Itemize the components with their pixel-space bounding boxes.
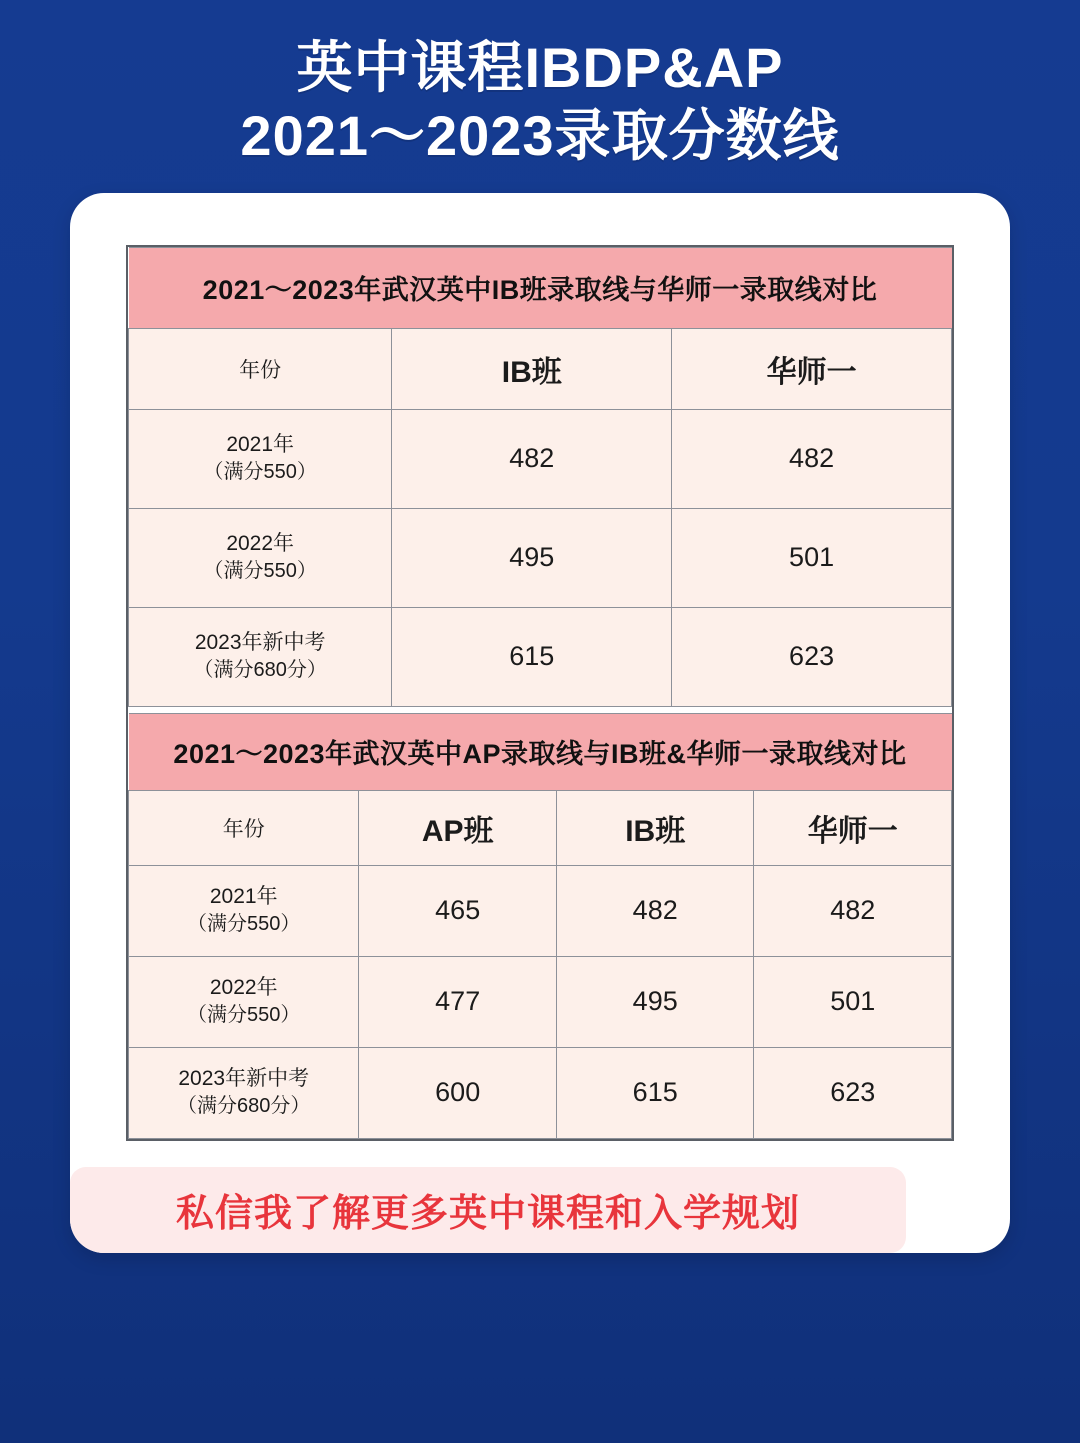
- table2-row2-year-main: 2023年新中考: [178, 1066, 310, 1090]
- table1-row0-year: [129, 409, 392, 508]
- table2-row1-year: [129, 956, 359, 1047]
- header-line-1: 英中课程IBDP&AP: [296, 36, 784, 99]
- table-title-row: [129, 713, 952, 790]
- table-header-row: [129, 328, 952, 409]
- table1-row1-ib: 495: [392, 508, 672, 607]
- table2-row1-year-main: 2022年: [209, 975, 278, 999]
- table-row: [129, 1047, 952, 1138]
- ib-comparison-table: [128, 247, 952, 707]
- table2-row2-ib: 615: [556, 1047, 754, 1138]
- table2-col-ap: AP班: [359, 790, 557, 865]
- table2-title: 2021～2023年武汉英中AP录取线与IB班&华师一录取线对比: [129, 713, 952, 790]
- table1-col-ib: IB班: [392, 328, 672, 409]
- table1-row1-year-main: 2022年: [226, 531, 295, 555]
- table2-row1-ap: 477: [359, 956, 557, 1047]
- table1-col-year: 年份: [129, 328, 392, 409]
- cta-text: 私信我了解更多英中课程和入学规划: [175, 1193, 800, 1236]
- table1-row2-year-sub: （满分680分）: [193, 659, 327, 682]
- table-title-row: [129, 247, 952, 328]
- table2-row1-hsy: 501: [754, 956, 952, 1047]
- table2-row0-year: [129, 865, 359, 956]
- cta-banner[interactable]: [70, 1167, 906, 1253]
- table2-row0-year-main: 2021年: [209, 884, 278, 908]
- table2-row0-ap: 465: [359, 865, 557, 956]
- table2-col-hsy: 华师一: [754, 790, 952, 865]
- table2-row2-ap: 600: [359, 1047, 557, 1138]
- table2-row0-ib: 482: [556, 865, 754, 956]
- table2-row1-year-sub: （满分550）: [187, 1004, 301, 1027]
- table2-row2-hsy: 623: [754, 1047, 952, 1138]
- table2-col-ib: IB班: [556, 790, 754, 865]
- content-card: [70, 193, 1010, 1253]
- header-line-2: 2021～2023录取分数线: [240, 104, 840, 168]
- table2-col-year: 年份: [129, 790, 359, 865]
- table1-row0-ib: 482: [392, 409, 672, 508]
- table2-row2-year-sub: （满分680分）: [177, 1095, 311, 1118]
- table2-row0-hsy: 482: [754, 865, 952, 956]
- tables-container: [126, 245, 954, 1141]
- table-row: [129, 409, 952, 508]
- ap-comparison-table: [128, 713, 952, 1139]
- table1-row1-hsy: 501: [672, 508, 952, 607]
- poster-header: [240, 34, 839, 171]
- table1-row2-year-main: 2023年新中考: [194, 630, 326, 654]
- table1-row0-year-main: 2021年: [226, 432, 295, 456]
- table1-row2-hsy: 623: [672, 607, 952, 706]
- table1-row1-year-sub: （满分550）: [203, 560, 317, 583]
- table2-row1-ib: 495: [556, 956, 754, 1047]
- table-row: [129, 956, 952, 1047]
- table1-col-hsy: 华师一: [672, 328, 952, 409]
- table-row: [129, 508, 952, 607]
- table1-row2-ib: 615: [392, 607, 672, 706]
- table-row: [129, 607, 952, 706]
- table1-row0-year-sub: （满分550）: [203, 461, 317, 484]
- table1-row0-hsy: 482: [672, 409, 952, 508]
- table1-title: 2021～2023年武汉英中IB班录取线与华师一录取线对比: [129, 247, 952, 328]
- table1-row1-year: [129, 508, 392, 607]
- table-row: [129, 865, 952, 956]
- table1-row2-year: [129, 607, 392, 706]
- table2-row2-year: [129, 1047, 359, 1138]
- table2-row0-year-sub: （满分550）: [187, 913, 301, 936]
- table-header-row: [129, 790, 952, 865]
